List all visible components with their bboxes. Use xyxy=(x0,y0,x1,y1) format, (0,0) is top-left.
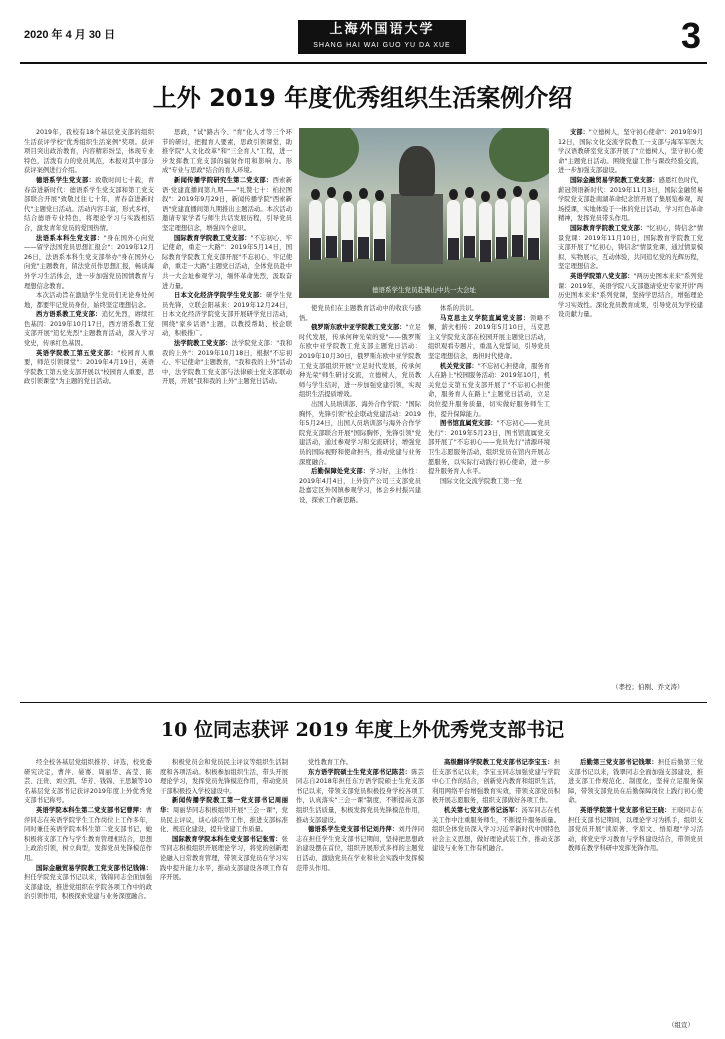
paragraph: 新闻传播学院教工第一党支部书记周丽华：周丽华同志积极组织开展"三会一课"，党员民主评议，谈心谈话等工作，推进支部标准化、规范化建设，提升党建工作质量。 xyxy=(160,797,288,834)
paragraph: 后勤保障处党支部：学习好，主体性：2019年4月4日，上外资产公司三支部党员赴嘉定区外冈镇参观学习，体会乡村振兴建设，探索工作新思路。 xyxy=(299,468,421,504)
paragraph: 党性教育工作。 xyxy=(308,759,353,766)
statue-base xyxy=(391,194,443,264)
paragraph: 经全校各基层党组织推荐、评选，校党委研究决定，曹萍、晏骞、周丽华、高莹、陈芸、汪贵、刘立凯、华芳、钱锦、王思颖等10名基层党支部书记获评2019年度上外优秀党支部书记称号。 xyxy=(24,759,152,805)
issue-date: 2020 年 4 月 30 日 xyxy=(24,29,116,41)
paragraph: 俄罗斯东欧中亚学院教工党支部："立足时代发展，传承何种光荣的党"——俄罗斯东欧中亚学院教工党支部主题党日活动：2019年10月30日，俄罗斯东欧中亚学院教工党支部组织开展"立足时代发展，传承何种光荣"师生研讨交流，立德树人，党员教师与学生结对，进一步加强党建引领，实现组织生活提质增效。 xyxy=(299,324,421,399)
masthead-pinyin: SHANG HAI WAI GUO YU DA XUE xyxy=(313,42,451,49)
article1-byline: （孝控；伯刚、乔文涛） xyxy=(612,683,684,691)
person xyxy=(527,200,540,260)
person xyxy=(511,197,524,257)
article2-col5 xyxy=(568,758,703,1020)
article1-col1 xyxy=(24,128,154,695)
person xyxy=(341,202,354,262)
masthead-title: 上海外国语大学 xyxy=(329,22,435,37)
group-photo xyxy=(299,128,549,298)
paragraph: 东方语学院硕士生党支部书记陈芸：陈芸同志自2018年担任东方语学院硕士生党支部书记以来，带领支部党员积极投身学校各项工作，认真落实"三会一课"制度，不断提高支部组织生活质量，积极发挥党员先锋模范作用，推动支部建设。 xyxy=(296,768,424,824)
person xyxy=(447,200,460,260)
person xyxy=(373,201,386,261)
person xyxy=(463,198,476,258)
paragraph: 使党员们在主题教育活动中的收获与感悟。 xyxy=(299,305,421,322)
paragraph: 体系的共识。 xyxy=(440,305,478,312)
paragraph: 国际金融贸易学院教工党支部：感恩红色时代，薪冠领语新时代：2019年11月3日，国际金融贸易学院党支部赴南湖革命纪念馆开展了集展览参观，现场授课，实地体验于一体的党日活动，学习红色革命精神，发挥党员带头作用。 xyxy=(558,176,703,223)
article2-title: 10 位同志获评 2019 年度上外优秀党支部书记 xyxy=(160,719,565,741)
paragraph: 国际教育学院教工党支部："忆初心，铸信念"情景党课：2019年11月10日，国际教育学院教工党支部开展了"忆初心，铸信念"情景党课，通过情景模拟，实物展示，互动体验，共同追忆党的光辉历程，坚定理想信念。 xyxy=(558,224,703,271)
paragraph: 国际文化交流学院教工第一党 xyxy=(440,477,522,485)
paragraph: 国际教育学院教工党支部："不忘初心、牢记使命，重走一大路"：2019年5月14日，国际教育学院教工党支部开展"不忘初心、牢记使命，重走一大路"主题党日活动，全体党员赴中共一大会址参观学习，缅怀革命先烈，汲取奋进力量。 xyxy=(162,234,292,290)
paragraph: 积极党员会和党员民主评议等组织生活制度和各项活动。积极参加组织生活，带头开展理论学习，发挥党员先锋模范作用，带动党员干部积极投入学校建设中。 xyxy=(160,759,288,795)
tree-right xyxy=(489,128,549,182)
paragraph: 日本文化经济学院学生党支部：研学生党员先锋，立联会阳基来：2019年12月24日，日本文化经济学院党支部开展研学党日活动，围绕"家乡话语"主题，以教授帮助、校企联动，积极推广。 xyxy=(162,292,292,338)
article1-col5 xyxy=(558,128,703,686)
paragraph: 出国人员培训部、海外合作学院："国际胸怀，先锋引领"校企联动党建活动：2019年5月24日，出国人员培训部与海外合作学院党支部联合开展"国际胸怀，先锋引领"党建活动，通过参观学习和交流研讨，增强党员的国际视野和使命担当，推动党建与业务深度融合。 xyxy=(299,400,421,466)
paragraph: 英语学院第八党支部："两历史图本来来"系列党课：2019年，英语学院八支部邀请党史专家开讲"两历史图本来来"系列党课，坚持学思结合，增强理论学习实效性。深化党员教育成果，引导党员为学校建设贡献力量。 xyxy=(558,272,703,319)
paragraph: 德语系学生党支部书记刘丹萍：刘丹萍同志在担任学生党支部书记期间，坚持把思想政治建设摆在首位，组织开展形式多样的主题党日活动，激励党员在学业和社会实践中发挥模范带头作用。 xyxy=(296,826,424,872)
paragraph: 思政，"试"路古今、"育"化人才等三个环节的研讨，把握育人要素，思政引领课堂，助推学院"人文化改革"和"三全育人"工程，进一步发挥教工党支部的辐射作用和影响力。形成"专业与思政"结合的育人环境。 xyxy=(162,129,292,175)
paragraph: 英语学院第十党支部书记王晓：王晓同志在担任支部书记期间，以理论学习为抓手，组织支部党员开展"读原著、学原文、悟原理"学习活动，将党史学习教育与学科建设结合，带领党员教师在教学科研中发挥先锋作用。 xyxy=(568,806,703,853)
article1-title: 上外 2019 年度优秀组织生活案例介绍 xyxy=(152,84,573,112)
photo-caption: 德语系学生党员赴佛山中共一大会址 xyxy=(372,286,476,294)
paragraph: 新闻传播学院研究生第二党支部：西索新语·党建直播间第九期——"礼赞七十：柏拉图叙"：2019年9月29日，新闻传播学院"西索新语"党建直播间第九期推出主题活动。本次活动邀请专家学者与师生共话发展历程，引导党员坚定理想信念，增强四个意识。 xyxy=(162,176,292,232)
person xyxy=(479,202,492,262)
tree-left xyxy=(299,128,359,178)
paragraph: 马克思主义学院直属党支部：领略不懈，薪火相传：2019年5月10日，马克思主义学院党支部在校园开展主题党日活动，组织观看专题片，重温入党誓词，引导党员坚定理想信念，勇担时代使命。 xyxy=(428,314,550,360)
paragraph: 本次活动旨在激励学生党员们无论身处何地，都要牢记党员身份，始终坚定理想信念。 xyxy=(24,292,154,309)
paragraph: 图书馆直属党支部："不忘初心——党员先行"：2019年5月23日，图书馆直属党支部开展了"不忘初心——党员先行"清源环境卫生志愿服务活动，组织党员在馆内开展志愿服务，以实际行动践行初心使命，进一步提升服务育人水平。 xyxy=(428,420,550,476)
paragraph: 国际教育学院本科生党支部书记张雪：张雪同志积极组织开展理论学习，将党的创新理论融入日常教育管理，带领支部党员在学习实践中提升能力水平，推动支部建设各项工作有序开展。 xyxy=(160,835,288,882)
person xyxy=(309,200,322,260)
paragraph: 西方语系教工党支部：追忆先烈，赓续红色基因：2019年10月17日，西方语系教工党支部开展"追忆先烈"主题教育活动，深入学习党史，传承红色基因。 xyxy=(24,311,154,348)
paragraph: 法语系本科生党支部："身在国外心向党——留学法国党员思想汇报会"：2019年12月26日，法语系本科生党支部举办"身在国外心向党"主题教育，留法党员作思想汇报，畅谈海外学习生活体会，进一步加强党员国情教育与理想信念教育。 xyxy=(24,234,154,290)
paragraph: 英语学院本科生第二党支部书记曹萍：曹萍同志在英语学院学生工作岗位上工作多年，同时兼任英语学院本科生第二党支部书记，她积极将支部工作与学生教育管理相结合，思想上政治引领，树立典型，发挥党员先锋模范作用。 xyxy=(24,806,152,862)
article1-col4 xyxy=(428,304,550,695)
statue xyxy=(399,146,435,196)
paragraph: 机关党支部："不忘初心担使命，服务育人在路上"校园服务活动：2019年10月，机关党总支第五党支部开展了"不忘初心担使命，服务育人在路上"主题党日活动，立足岗位提升服务质量，切实做好服务师生工作，提升保障能力。 xyxy=(428,362,550,418)
person xyxy=(495,199,508,259)
article1-col2 xyxy=(162,128,292,695)
paragraph: 德语系学生党支部：致敬时间七十载，青春奋进新时代：德语系学生党支部和第工党支部联合开展"致敬过往七十年，青春奋进新时代"主题党日活动。活动内容丰富，形式多样，结合德语专业特色，将理论学习与实践相结合，激发青年党员的爱国热情。 xyxy=(24,176,154,232)
masthead xyxy=(298,20,466,54)
paragraph: 机关第七党支部书记汤军：汤军同志在机关工作中注重服务师生，不断提升服务质量。组织全体党员深入学习习近平新时代中国特色社会主义思想，做好理论武装工作，推动支部建设与业务工作有机融合。 xyxy=(432,806,560,853)
article2-col2 xyxy=(160,758,288,1030)
article2-col3 xyxy=(296,758,424,1030)
page-header xyxy=(20,15,707,60)
paragraph: 国际金融贸易学院教工党支部书记钱锦：担任学院党支部书记以来，钱锦同志全面加强支部建设，推进党组织在学院各项工作中的政治引领作用，积极探索党建与业务深度融合。 xyxy=(24,864,152,901)
article2-col1 xyxy=(24,758,152,1030)
section-divider xyxy=(20,702,707,703)
article2-byline: （组宣） xyxy=(668,1021,694,1029)
paragraph: 法学院教工党支部：法学院党支部："我和我的上外"：2019年10月18日，根据"不忘初心、牢记使命"主题教育，"我和我的上外"活动中，法学院教工党支部与法律硕士党支部联动开展，开展"我和我的上外"主题党日活动。 xyxy=(162,340,292,386)
person xyxy=(357,199,370,259)
paragraph: 英语学院教工第五党支部："校园育人重要，师范引领课堂"：2019年4月19日，英语学院教工第五党支部开展以"校园育人重要，思政引领课堂"为主题的党日活动。 xyxy=(24,349,154,386)
article2-col4 xyxy=(432,758,560,1030)
page-number: 3 xyxy=(680,15,701,56)
paragraph: 2019年，我校有18个基层党支部的组织生活获评学校"优秀组织生活案例"奖项。获评项目突出政治教育，内容精彩纷呈，体现专业特色，活泼有力的党员风范，本报对其中部分获评案例进行介绍。 xyxy=(24,129,154,175)
paragraph: 支部："立德树人，坚守初心使命"：2019年9月12日，国际文化交流学院教工一支部与海军军医大学汉语教研室党支部开展了"立德树人，坚守初心使命"主题党日活动。围绕党建工作与课改经验交流，进一步加强支部建设。 xyxy=(558,129,703,175)
header-rule xyxy=(20,62,707,64)
paragraph: 后勤第三党支部书记钱翠：担任后勤第三党支部书记以来，钱翠同志全面加强支部建设，推进支部工作规范化、制度化，坚持立足服务保障，带领支部党员在后勤保障岗位上践行初心使命。 xyxy=(568,759,703,805)
paragraph: 高级翻译学院教工党支部书记李宝玉：担任支部书记以来，李宝玉同志加强党建与学院中心工作的结合，创新党内教育和组织生活，利用网络平台增强教育实效，带领支部党员积极开展志愿服务，组织支部做好各项工作。 xyxy=(432,759,560,805)
article1-col3 xyxy=(299,304,421,695)
person xyxy=(325,198,338,258)
